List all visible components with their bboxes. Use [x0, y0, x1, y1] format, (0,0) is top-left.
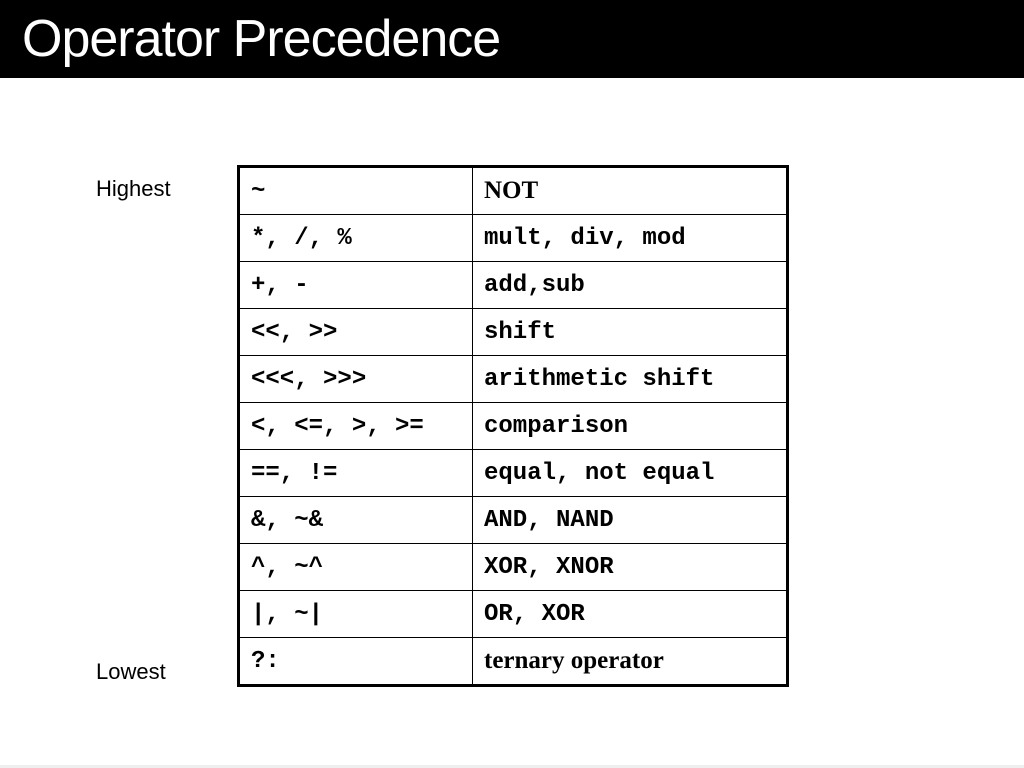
table-row — [239, 262, 788, 309]
operator-cell: <<<, >>> — [239, 356, 473, 403]
table-row — [239, 544, 788, 591]
table-row — [239, 356, 788, 403]
table-row — [239, 450, 788, 497]
operator-cell: <<, >> — [239, 309, 473, 356]
description-cell: add,sub — [473, 262, 788, 309]
description-cell: shift — [473, 309, 788, 356]
operator-cell: &, ~& — [239, 497, 473, 544]
table-row — [239, 591, 788, 638]
description-cell: OR, XOR — [473, 591, 788, 638]
operator-cell: |, ~| — [239, 591, 473, 638]
highest-label: Highest — [96, 176, 171, 201]
description-cell: equal, not equal — [473, 450, 788, 497]
page-title: Operator Precedence — [22, 10, 501, 68]
description-cell: arithmetic shift — [473, 356, 788, 403]
description-cell: NOT — [473, 167, 788, 215]
table-row — [239, 638, 788, 686]
description-cell: ternary operator — [473, 638, 788, 686]
table-row — [239, 403, 788, 450]
table-row — [239, 215, 788, 262]
operator-cell: ==, != — [239, 450, 473, 497]
precedence-table-body — [239, 167, 788, 686]
operator-cell: *, /, % — [239, 215, 473, 262]
description-cell: mult, div, mod — [473, 215, 788, 262]
operator-cell: ?: — [239, 638, 473, 686]
operator-cell: +, - — [239, 262, 473, 309]
description-cell: XOR, XNOR — [473, 544, 788, 591]
lowest-label: Lowest — [96, 659, 166, 684]
table-row — [239, 167, 788, 215]
operator-cell: ~ — [239, 167, 473, 215]
table-row — [239, 497, 788, 544]
description-cell: AND, NAND — [473, 497, 788, 544]
table-row — [239, 309, 788, 356]
description-cell: comparison — [473, 403, 788, 450]
title-bar — [0, 0, 1024, 78]
operator-cell: <, <=, >, >= — [239, 403, 473, 450]
operator-cell: ^, ~^ — [239, 544, 473, 591]
precedence-table — [237, 165, 789, 687]
